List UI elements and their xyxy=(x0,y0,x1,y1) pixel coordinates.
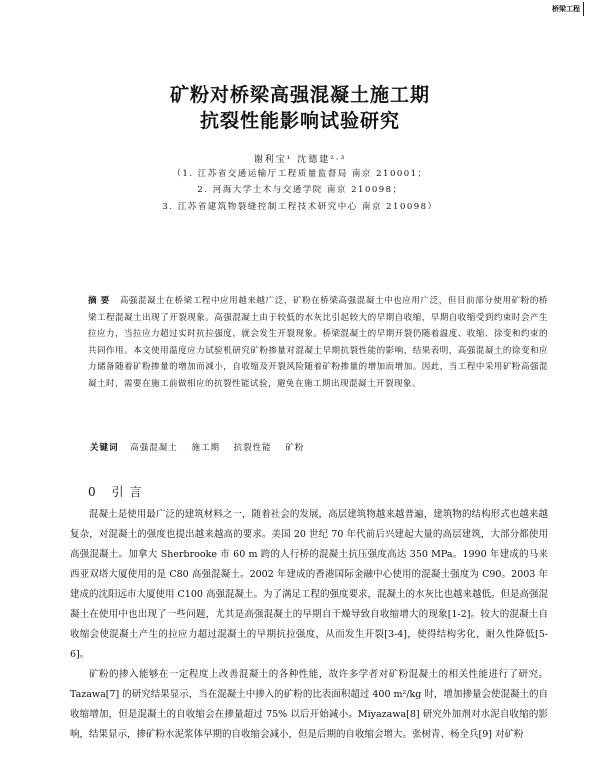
paragraph: 混凝土是使用最广泛的建筑材料之一，随着社会的发展，高层建筑物越来越普遍，建筑物的结构形式也越来越复杂，对混凝土的强度也提出越来越高的要求。美国 20 世纪 70 年代前后兴建起大量的高层建筑，大部分都使用高强混凝土。加拿大 Sherbrooke 市 60 m 跨的人行桥的混凝土抗压强度高达 350 MPa。1990 年建成的马来西亚双塔大厦使用的是 C80 高强混凝土。2002 年建成的香港国际金融中心使用的混凝土强度为 C90。2003 年建成的沈阳远市大厦使用 C100 高强混凝土。为了满足工程的强度要求，混凝土的水灰比也越来越低。但是高强混凝土在使用中也出现了一些问题，尤其是高强混凝土的早期自干燥导致自收缩增大的现象[1-2]。较大的混凝土自收缩会使混凝土产生的拉应力超过混凝土的早期抗拉强度，从而发生开裂[3-4]，使得结构劣化，耐久性降低[5-6]。 xyxy=(70,509,548,660)
author-list: 谢利宝¹ 沈德建²·³ xyxy=(253,155,347,165)
paragraph: 矿粉的掺入能够在一定程度上改善混凝土的各种性能，故许多学者对矿粉混凝土的相关性能进行了研究。Tazawa[7] 的研究结果显示，当在混凝土中掺入的矿粉的比表面积超过 400 m²/kg 时，增加掺量会使混凝土的自收缩增加，但是混凝土的自收缩会在掺量超过 75% 以后开始减小。Miyazawa[8] 研究外加剂对水泥自收缩的影响，结果显示，掺矿粉水泥浆体早期的自收缩会减小，但是后期的自收缩会增大。张树青、杨全兵[9] 对矿粉 xyxy=(70,669,548,740)
section-number: 0 xyxy=(88,485,102,499)
section-heading xyxy=(88,483,147,500)
keywords xyxy=(90,441,314,453)
abstract-label: 摘 要 xyxy=(88,296,110,306)
keyword: 施工期 xyxy=(191,443,220,453)
body-text xyxy=(70,505,548,745)
keywords-label: 关键词 xyxy=(90,443,119,453)
keyword: 矿粉 xyxy=(285,443,305,453)
title-line-1: 矿粉对桥梁高强混凝土施工期 xyxy=(169,84,430,106)
affiliation-1: （1. 江苏省交通运输厅工程质量监督局 南京 210001； xyxy=(172,169,428,179)
keyword: 抗裂性能 xyxy=(233,443,272,453)
title-line-2: 抗裂性能影响试验研究 xyxy=(199,110,400,132)
abstract xyxy=(88,293,548,392)
header-rule xyxy=(583,2,585,16)
abstract-text: 高强混凝土在桥梁工程中应用越来越广泛，矿粉在桥梁高强混凝土中也应用广泛，但目前部分使用矿粉的桥梁工程混凝土出现了开裂现象。高强混凝土由于较低的水灰比引起较大的早期自收缩，早期自收缩受到约束时会产生拉应力，当拉应力超过实时抗拉强度，就会发生开裂现象。桥梁混凝土的早期开裂仍随着温度、收缩、徐变和约束的共同作用。本文使用温度应力试验机研究矿粉掺量对混凝土早期抗裂性能的影响，结果表明，高强混凝土的徐变和应力储备随着矿粉掺量的增加而减小，自收缩及开裂风险随着矿粉掺量的增加而增加。因此，当工程中采用矿粉高强混凝土时，需要在施工前做相应的抗裂性能试验，避免在施工期出现混凝土开裂现象。 xyxy=(88,296,548,389)
section-title: 引言 xyxy=(111,485,148,499)
affiliation-3: 3. 江苏省建筑物裂缝控制工程技术研究中心 南京 210098） xyxy=(162,202,438,212)
keyword: 高强混凝土 xyxy=(130,443,178,453)
affiliation-2: 2. 河海大学土木与交通学院 南京 210098； xyxy=(197,185,403,195)
running-header: 桥梁工程 xyxy=(552,5,580,13)
